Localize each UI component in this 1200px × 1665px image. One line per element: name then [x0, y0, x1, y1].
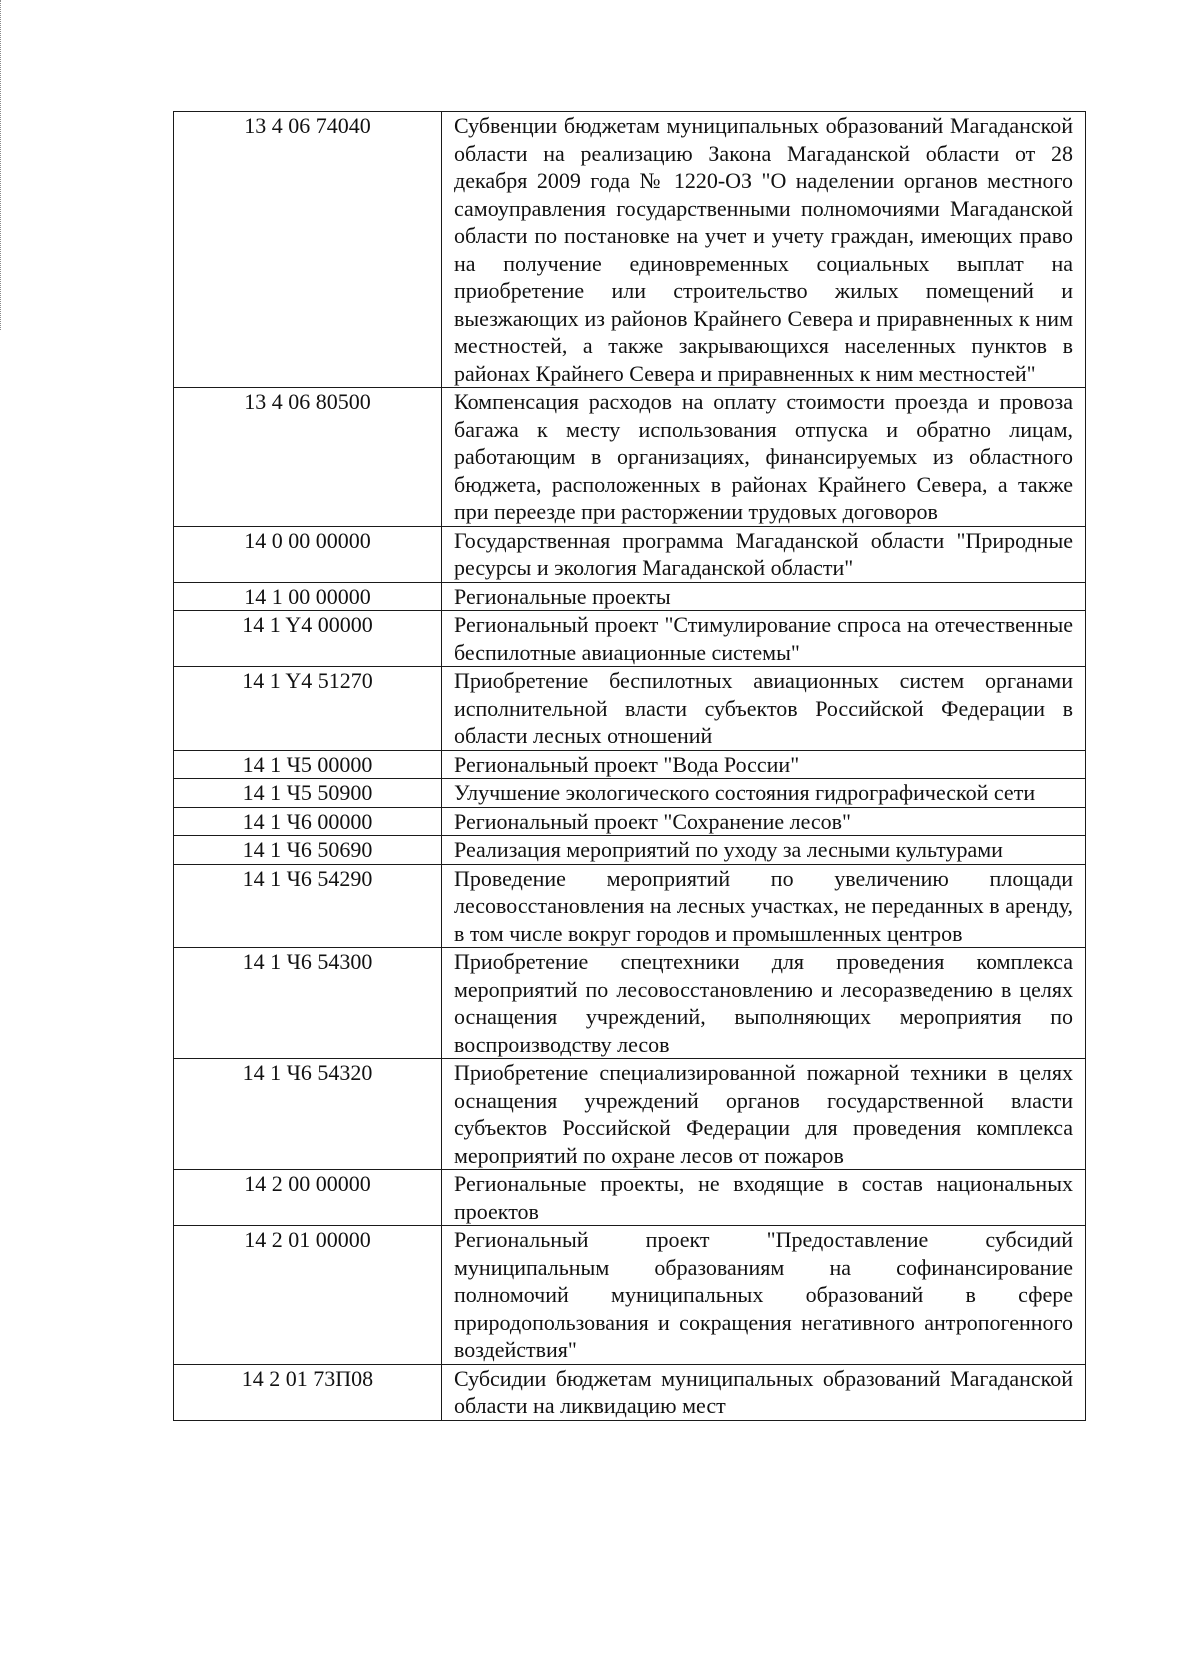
expense-description: Компенсация расходов на оплату стоимости проезда и провоза багажа к месту использования отпуска и обратно лицам, работающим в организациях, финансируемых из областного бюджета, расположенных в районах Крайнего Севера, а также при переезде при расторжении трудовых договоров: [442, 388, 1086, 527]
classification-code: 14 1 Y4 00000: [174, 611, 442, 667]
expense-description: Региональный проект "Сохранение лесов": [442, 807, 1086, 836]
scan-edge-mark: [0, 0, 4, 330]
table-row: [174, 1170, 1086, 1226]
classification-code: 14 1 Ч6 50690: [174, 836, 442, 865]
classification-code: 13 4 06 74040: [174, 112, 442, 388]
table-row: [174, 667, 1086, 751]
table-row: [174, 779, 1086, 808]
classification-code: 14 1 Ч6 00000: [174, 807, 442, 836]
classification-code: 14 1 00 00000: [174, 582, 442, 611]
expense-description: Региональный проект "Стимулирование спроса на отечественные беспилотные авиационные системы": [442, 611, 1086, 667]
table-row: [174, 1226, 1086, 1365]
expense-description: Приобретение беспилотных авиационных систем органами исполнительной власти субъектов Российской Федерации в области лесных отношений: [442, 667, 1086, 751]
table-row: [174, 807, 1086, 836]
classification-code: 14 1 Y4 51270: [174, 667, 442, 751]
table-row: [174, 1059, 1086, 1170]
expense-description: Проведение мероприятий по увеличению площади лесовосстановления на лесных участках, не переданных в аренду, в том числе вокруг городов и промышленных центров: [442, 864, 1086, 948]
table-row: [174, 948, 1086, 1059]
expense-description: Региональные проекты: [442, 582, 1086, 611]
classification-code: 14 1 Ч6 54290: [174, 864, 442, 948]
classification-code: 14 1 Ч5 00000: [174, 750, 442, 779]
table-row: [174, 112, 1086, 388]
expense-description: Региональные проекты, не входящие в состав национальных проектов: [442, 1170, 1086, 1226]
classification-code: 14 1 Ч6 54320: [174, 1059, 442, 1170]
expense-description: Субвенции бюджетам муниципальных образований Магаданской области на реализацию Закона Магаданской области от 28 декабря 2009 года № 1220-ОЗ "О наделении органов местного самоуправления государственными полномочиями Магаданской области по постановке на учет и учету граждан, имеющих право на получение единовременных социальных выплат на приобретение или строительство жилых помещений и выезжающих из районов Крайнего Севера и приравненных к ним местностей, а также закрывающихся населенных пунктов в районах Крайнего Севера и приравненных к ним местностей": [442, 112, 1086, 388]
expense-description: Государственная программа Магаданской области "Природные ресурсы и экология Магаданской области": [442, 526, 1086, 582]
expense-description: Субсидии бюджетам муниципальных образований Магаданской области на ликвидацию мест: [442, 1364, 1086, 1420]
expense-description: Приобретение специализированной пожарной техники в целях оснащения учреждений органов государственной власти субъектов Российской Федерации для проведения комплекса мероприятий по охране лесов от пожаров: [442, 1059, 1086, 1170]
table-row: [174, 526, 1086, 582]
table-row: [174, 582, 1086, 611]
expense-description: Улучшение экологического состояния гидрографической сети: [442, 779, 1086, 808]
expense-description: Приобретение спецтехники для проведения комплекса мероприятий по лесовосстановлению и лесоразведению в целях оснащения учреждений, выполняющих мероприятия по воспроизводству лесов: [442, 948, 1086, 1059]
table-row: [174, 388, 1086, 527]
classification-code: 14 1 Ч5 50900: [174, 779, 442, 808]
expense-description: Региональный проект "Вода России": [442, 750, 1086, 779]
classification-code: 14 2 01 00000: [174, 1226, 442, 1365]
classification-code: 13 4 06 80500: [174, 388, 442, 527]
classification-code: 14 2 00 00000: [174, 1170, 442, 1226]
table-row: [174, 1364, 1086, 1420]
classification-code: 14 0 00 00000: [174, 526, 442, 582]
expense-description: Региональный проект "Предоставление субсидий муниципальным образованиям на софинансирование полномочий муниципальных образований в сфере природопользования и сокращения негативного антропогенного воздействия": [442, 1226, 1086, 1365]
classification-code: 14 1 Ч6 54300: [174, 948, 442, 1059]
table-row: [174, 611, 1086, 667]
budget-codes-table: [173, 111, 1086, 1421]
table-row: [174, 864, 1086, 948]
expense-description: Реализация мероприятий по уходу за лесными культурами: [442, 836, 1086, 865]
classification-code: 14 2 01 73П08: [174, 1364, 442, 1420]
table-row: [174, 750, 1086, 779]
table-row: [174, 836, 1086, 865]
